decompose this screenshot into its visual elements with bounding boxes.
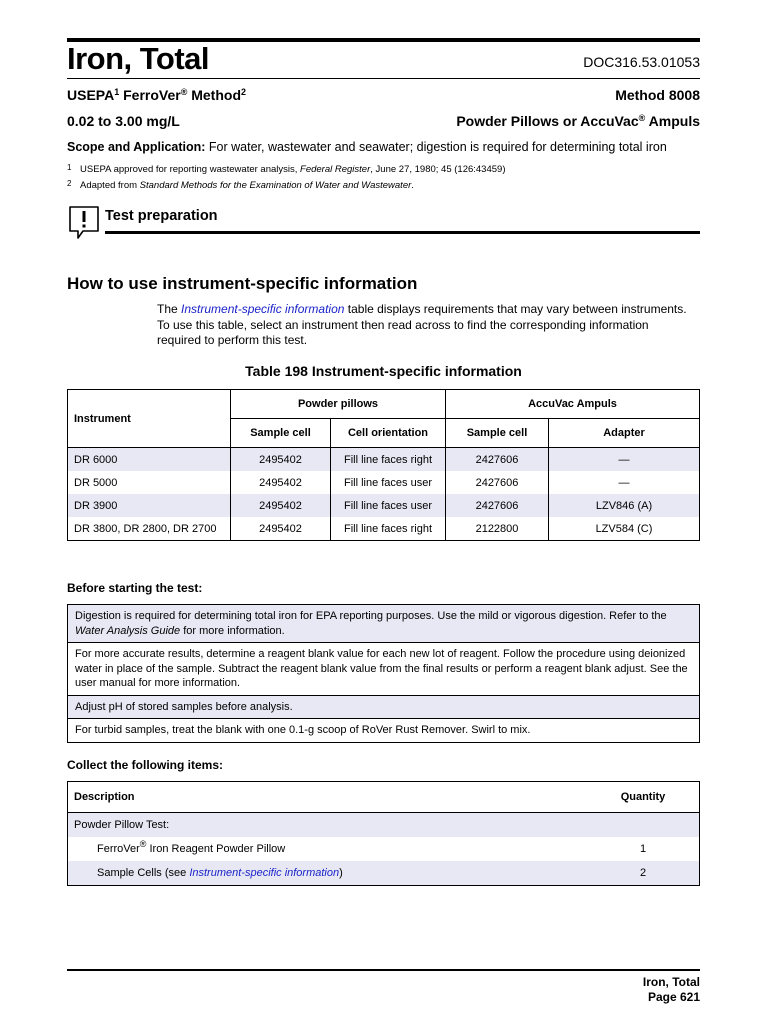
scope-application: Scope and Application: For water, wastewater and seawater; digestion is required for determining total iron — [67, 140, 667, 154]
footer-title: Iron, Total — [642, 975, 700, 989]
col-description: Description — [67, 782, 586, 813]
format: Powder Pillows or AccuVac® Ampuls — [456, 113, 700, 129]
range: 0.02 to 3.00 mg/L — [67, 113, 180, 129]
intro-paragraph: The Instrument-specific information table displays requirements that may vary between instruments. To use this table, select an instrument then read across to find the corresponding information required to perform this test. — [157, 302, 687, 347]
footnote-1: 1 USEPA approved for reporting wastewater analysis, Federal Register, June 27, 1980; 45 (126:43459) — [67, 163, 506, 175]
instrument-table — [67, 389, 700, 541]
table-row: Sample Cells (see Instrument-specific information) 2 — [67, 861, 700, 886]
warning-speech-icon — [69, 206, 99, 240]
col-powder-pillows: Powder pillows — [231, 390, 446, 419]
col-instrument: Instrument — [68, 390, 231, 448]
table-row: FerroVer® Iron Reagent Powder Pillow 1 — [97, 839, 647, 855]
footer-page: Page 621 — [647, 990, 700, 1004]
list-item: For more accurate results, determine a reagent blank value for each new lot of reagent. Follow the procedure using deionized water in place of the sample. Subtract the reagent blank value from the final results or perform a reagent blank adjust. See the user manual for more information. — [68, 643, 699, 696]
test-preparation-heading: Test preparation — [105, 208, 218, 224]
collect-heading: Collect the following items: — [67, 758, 224, 772]
table-row: DR 6000 2495402 Fill line faces right 2427606 — — [68, 448, 700, 472]
table-caption: Table 198 Instrument-specific information — [245, 363, 522, 379]
list-item: Adjust pH of stored samples before analysis. — [68, 696, 699, 720]
prep-rule — [105, 231, 700, 234]
footnote-ref-2: 2 — [241, 87, 247, 97]
col-accuvac: AccuVac Ampuls — [446, 390, 700, 419]
collect-table — [67, 781, 700, 886]
method-number: Method 8008 — [615, 87, 700, 103]
method-row — [67, 87, 700, 103]
before-list — [67, 604, 700, 743]
doc-number: DOC316.53.01053 — [583, 54, 700, 70]
col-sample-cell: Sample cell — [231, 419, 331, 448]
footer-rule — [67, 969, 700, 971]
instrument-info-link[interactable]: Instrument-specific information — [181, 302, 345, 316]
list-item: Digestion is required for determining total iron for EPA reporting purposes. Use the mild or vigorous digestion. Refer to the Water Analysis Guide for more information. — [68, 605, 699, 643]
table-row: DR 3800, DR 2800, DR 2700 2495402 Fill line faces right 2122800 LZV584 (C) — [68, 517, 700, 541]
range-row — [67, 113, 700, 129]
col-cell-orientation: Cell orientation — [331, 419, 446, 448]
before-heading: Before starting the test: — [67, 581, 203, 595]
instrument-info-link-2[interactable]: Instrument-specific information — [189, 867, 340, 879]
section-heading: How to use instrument-specific information — [67, 274, 418, 293]
list-item: For turbid samples, treat the blank with one 0.1-g scoop of RoVer Rust Remover. Swirl to mix. — [75, 724, 531, 736]
footnote-ref-1: 1 — [114, 87, 120, 97]
method-epa: USEPA — [67, 87, 115, 103]
table-row: Powder Pillow Test: — [67, 813, 700, 838]
registered-mark: ® — [180, 87, 188, 97]
footnote-2: 2 Adapted from Standard Methods for the Examination of Water and Wastewater. — [67, 179, 414, 191]
table-row: DR 3900 2495402 Fill line faces user 2427606 LZV846 (A) — [68, 494, 700, 517]
col-quantity: Quantity — [586, 782, 700, 813]
col-adapter: Adapter — [549, 419, 700, 448]
page-number: 621 — [679, 990, 700, 1004]
method-word: Method — [187, 87, 241, 103]
page-title: Iron, Total — [67, 41, 210, 76]
table-row: DR 5000 2495402 Fill line faces user 2427606 — — [68, 471, 700, 494]
method-ferrover: FerroVer — [119, 87, 181, 103]
title-rule — [67, 78, 700, 79]
col-sample-cell-2: Sample cell — [446, 419, 549, 448]
